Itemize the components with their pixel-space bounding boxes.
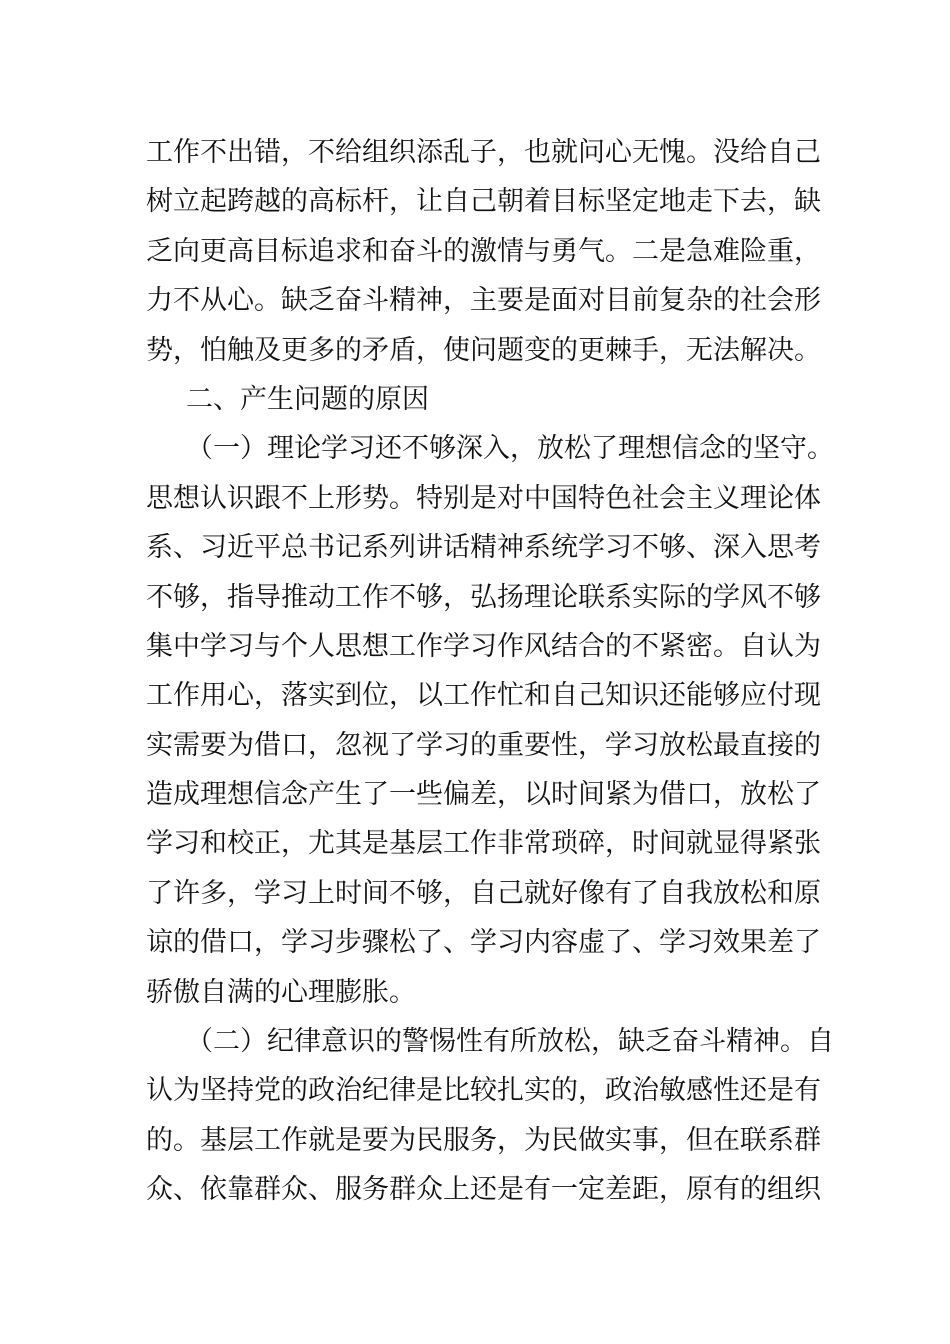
text-line: 工作不出错，不给组织添乱子，也就问心无愧。没给自己	[146, 137, 821, 168]
text-line: 谅的借口，学习步骤松了、学习内容虚了、学习效果差了	[146, 927, 821, 959]
text-line: 造成理想信念产生了一些偏差，以时间紧为借口，放松了	[146, 779, 821, 811]
text-line: 系、习近平总书记系列讲话精神系统学习不够、深入思考	[146, 532, 821, 564]
body-text	[146, 128, 834, 1215]
text-line: 了许多，学习上时间不够，自己就好像有了自我放松和原	[146, 877, 821, 909]
text-line: 工作用心，落实到位，以工作忙和自己知识还能够应付现	[146, 680, 821, 712]
text-line: 不够，指导推动工作不够，弘扬理论联系实际的学风不够	[146, 581, 821, 613]
text-line: （二）纪律意识的警惕性有所放松，缺乏奋斗精神。自	[186, 1026, 834, 1058]
text-line: 树立起跨越的高标杆，让自己朝着目标坚定地走下去，缺	[146, 186, 821, 218]
text-line: 学习和校正，尤其是基层工作非常琐碎，时间就显得紧张	[146, 828, 821, 860]
text-line: 思想认识跟不上形势。特别是对中国特色社会主义理论体	[146, 482, 821, 514]
text-line: 集中学习与个人思想工作学习作风结合的不紧密。自认为	[146, 630, 821, 662]
text-line: 骄傲自满的心理膨胀。	[146, 976, 416, 1008]
section-heading: 二、产生问题的原因	[186, 383, 429, 415]
text-line: 势，怕触及更多的矛盾，使问题变的更棘手，无法解决。	[146, 334, 821, 366]
text-line: 的。基层工作就是要为民服务，为民做实事，但在联系群	[146, 1124, 821, 1156]
text-line: 实需要为借口，忽视了学习的重要性，学习放松最直接的	[146, 729, 821, 761]
text-line: 力不从心。缺乏奋斗精神，主要是面对目前复杂的社会形	[146, 285, 821, 317]
text-line: （一）理论学习还不够深入，放松了理想信念的坚守。	[186, 433, 834, 465]
text-line: 众、依靠群众、服务群众上还是有一定差距，原有的组织	[146, 1174, 821, 1206]
text-line: 乏向更高目标追求和奋斗的激情与勇气。二是急难险重，	[146, 235, 821, 267]
text-line: 认为坚持党的政治纪律是比较扎实的，政治敏感性还是有	[146, 1075, 821, 1107]
